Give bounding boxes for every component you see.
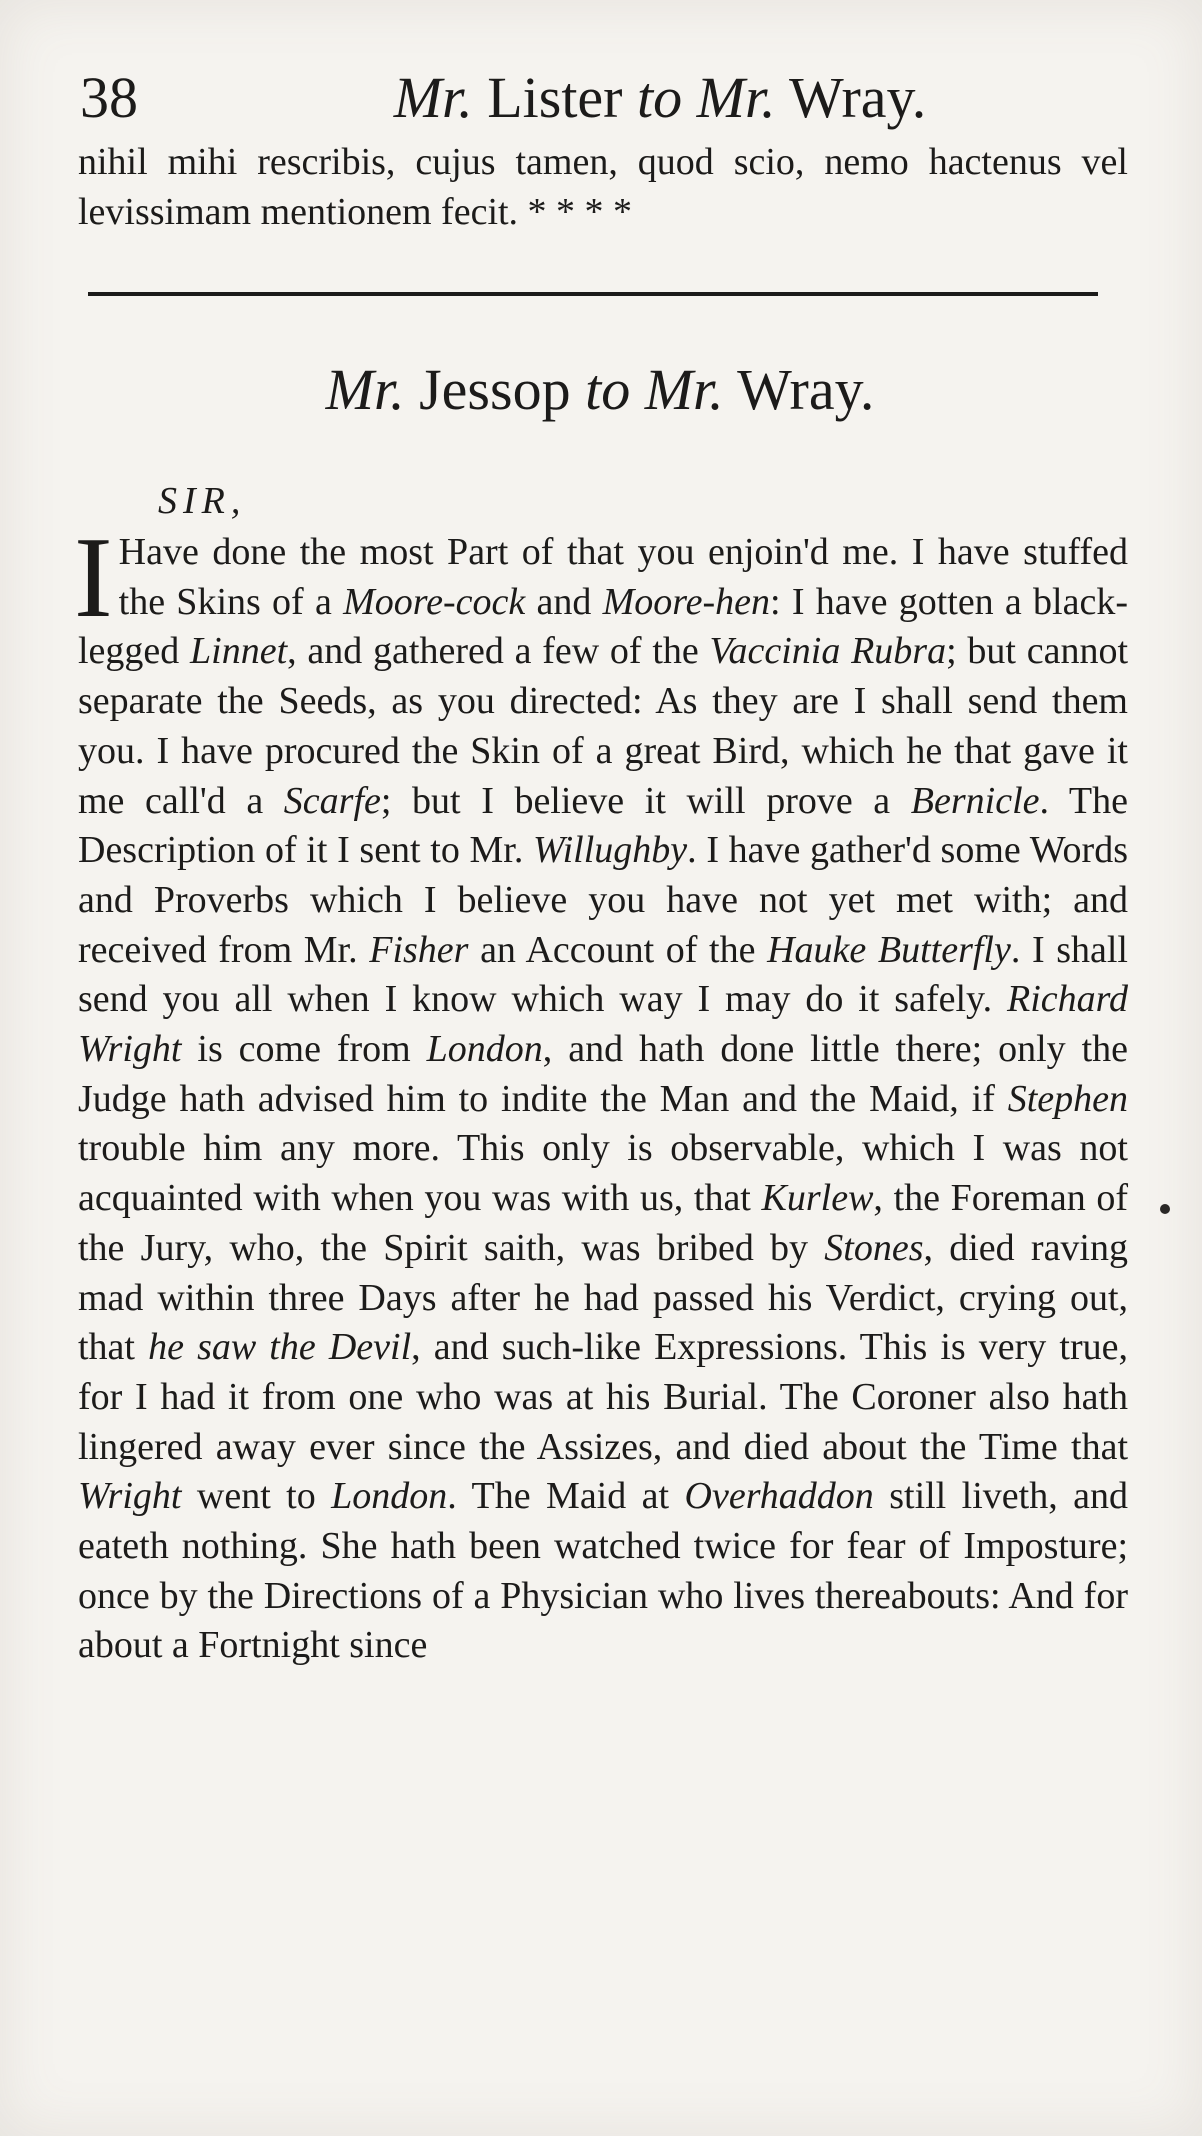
running-head xyxy=(80,58,1130,138)
body-text-run: Overhaddon xyxy=(684,1475,874,1518)
page-number: 38 xyxy=(80,65,138,130)
drop-cap: I xyxy=(74,514,113,642)
letter-heading-part: to xyxy=(585,357,631,422)
body-text-run: , the Foreman of the Jury, who, the Spirit saith, was bribed by xyxy=(78,1177,1129,1269)
body-text-run: Moore-cock xyxy=(343,580,526,623)
running-title-part: to xyxy=(637,65,683,130)
body-text-run: London xyxy=(426,1028,543,1071)
body-text-run: Moore-hen xyxy=(602,580,771,623)
body-text-run: , and hath done little there; only the Judge hath advised him to indite the Man and the Maid, if xyxy=(78,1028,1128,1120)
letter-heading-part: Jessop xyxy=(404,357,586,422)
salutation: SIR, xyxy=(158,480,247,522)
body-text-run: Richard Wright xyxy=(78,978,1128,1071)
body-text-run: Linnet xyxy=(190,630,288,673)
letter-paragraph xyxy=(74,514,1129,1671)
body-text-run: ; but I believe it will prove a xyxy=(380,779,911,822)
body-text-run: Willughby xyxy=(533,829,688,872)
running-title-part: Mr. xyxy=(696,65,776,130)
running-title xyxy=(290,58,1030,138)
body-text-run: Fisher xyxy=(369,928,469,971)
body-text-run: London xyxy=(331,1475,448,1518)
body-text-run: ; but cannot separate the Seeds, as you directed: As they are I shall send them you. I have procured the Skin of a great Bird, which he that gave it me call'd a xyxy=(78,630,1129,822)
letter-heading-part: Mr. xyxy=(325,357,405,422)
body-text-run: trouble him any more. This only is observable, which I was not acquainted with when you was with us, that xyxy=(78,1127,1128,1220)
letter-heading-part: Wray. xyxy=(723,357,875,422)
body-text-run: Kurlew xyxy=(761,1177,874,1220)
running-title-part: Wray. xyxy=(775,65,927,130)
body-text-run: Have done the most Part of that you enjoin'd me. I have stuffed the Skins of a xyxy=(118,531,1128,623)
body-text-run: and xyxy=(525,580,603,623)
body-text-run: he saw the Devil xyxy=(148,1326,412,1369)
body-text-run: Wright xyxy=(78,1475,182,1518)
running-title-part: Mr. xyxy=(393,65,473,130)
margin-ink-dot xyxy=(1160,1204,1170,1214)
body-text-run: Stephen xyxy=(1007,1077,1128,1120)
running-title-part xyxy=(682,65,697,130)
letter-body xyxy=(74,514,1129,1671)
body-text-run: , and gathered a few of the xyxy=(287,630,710,673)
running-title-part: Lister xyxy=(472,65,637,130)
body-text-run: Scarfe xyxy=(283,779,381,822)
previous-letter-tail xyxy=(78,138,1128,237)
letter-heading-part xyxy=(630,357,645,422)
body-text-run: is come from xyxy=(181,1028,427,1071)
body-text-run: an Account of the xyxy=(468,928,768,971)
body-text-run: . The Maid at xyxy=(447,1475,685,1518)
body-text-run: went to xyxy=(181,1475,332,1518)
letter-heading-part: Mr. xyxy=(644,357,724,422)
body-text-run: Vaccinia Rubra xyxy=(709,630,947,673)
body-text-run: Stones xyxy=(824,1226,924,1269)
body-text-run: : I have gotten a black-legged xyxy=(78,580,1128,673)
body-text-run: , died raving mad within three Days after he had passed his Verdict, crying out, that xyxy=(78,1226,1128,1369)
body-text-run: . I shall send you all when I know which way I may do it safely. xyxy=(78,928,1128,1021)
body-text-run: Hauke Butterfly xyxy=(767,928,1011,971)
body-text-run: , and such-like Expressions. This is very true, for I had it from one who was at his Burial. The Coroner also hath lingered away ever since the Assizes, and died about the Time that xyxy=(78,1326,1128,1468)
body-text-run: . I have gather'd some Words and Proverbs which I believe you have not yet met with; and received from Mr. xyxy=(78,829,1128,971)
section-divider xyxy=(88,292,1098,296)
body-text-run: still liveth, and eateth nothing. She hath been watched twice for fear of Imposture; once by the Directions of a Physician who lives thereabouts: And for about a Fortnight since xyxy=(78,1475,1128,1667)
body-text-run: Bernicle xyxy=(910,779,1040,822)
body-text-run: . The Description of it I sent to Mr. xyxy=(78,779,1128,872)
letter-heading xyxy=(80,350,1120,430)
previous-letter-text: nihil mihi rescribis, cujus tamen, quod scio, nemo hactenus vel levissimam mentionem fecit. * * * * xyxy=(78,141,1128,233)
